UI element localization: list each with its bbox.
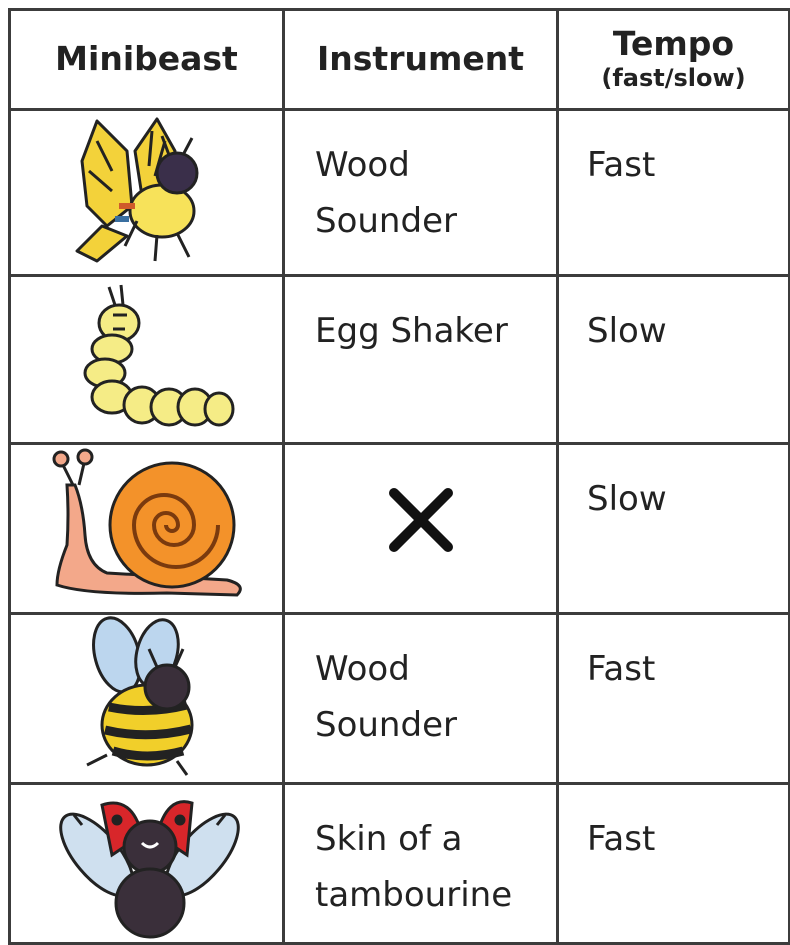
- header-tempo: Tempo (fast/slow): [558, 10, 790, 110]
- tempo-cell: [558, 444, 790, 614]
- instrument-cell: [284, 110, 558, 276]
- instrument-cell: [284, 276, 558, 444]
- tempo-value: Slow: [587, 479, 667, 519]
- table-row: [10, 614, 790, 784]
- instrument-cell: [284, 614, 558, 784]
- table-row: [10, 444, 790, 614]
- ladybird-icon: [42, 785, 252, 940]
- minibeast-cell: [10, 276, 284, 444]
- tempo-value: Fast: [587, 649, 656, 689]
- minibeast-cell: [10, 110, 284, 276]
- table-row: [10, 784, 790, 944]
- instrument-label-line1: Wood: [315, 145, 410, 185]
- table-row: [10, 110, 790, 276]
- tempo-cell: [558, 276, 790, 444]
- caterpillar-icon: [57, 277, 237, 437]
- butterfly-icon: [57, 111, 237, 271]
- tempo-cell: [558, 614, 790, 784]
- snail-icon: [47, 445, 247, 610]
- table-header-row: [10, 10, 790, 110]
- instrument-label-line1: Egg Shaker: [315, 311, 508, 351]
- instrument-cell: [284, 444, 558, 614]
- header-minibeast: Minibeast: [10, 10, 284, 110]
- minibeast-cell: [10, 614, 284, 784]
- instrument-label-line2: Sounder: [315, 201, 457, 241]
- instrument-cell: [284, 784, 558, 944]
- tempo-cell: [558, 110, 790, 276]
- instrument-label-line1: Skin of a: [315, 819, 463, 859]
- tempo-value: Fast: [587, 145, 656, 185]
- table-row: [10, 276, 790, 444]
- cross-mark-icon: [386, 485, 456, 555]
- tempo-value: Slow: [587, 311, 667, 351]
- tempo-cell: [558, 784, 790, 944]
- bee-icon: [57, 615, 237, 780]
- minibeast-cell: [10, 784, 284, 944]
- minibeast-table: [8, 8, 790, 945]
- instrument-label-line2: Sounder: [315, 705, 457, 745]
- instrument-label-line1: Wood: [315, 649, 410, 689]
- header-tempo-sub: (fast/slow): [601, 63, 746, 92]
- header-instrument: Instrument: [284, 10, 558, 110]
- instrument-label-line2: tambourine: [315, 875, 513, 915]
- minibeast-cell: [10, 444, 284, 614]
- tempo-value: Fast: [587, 819, 656, 859]
